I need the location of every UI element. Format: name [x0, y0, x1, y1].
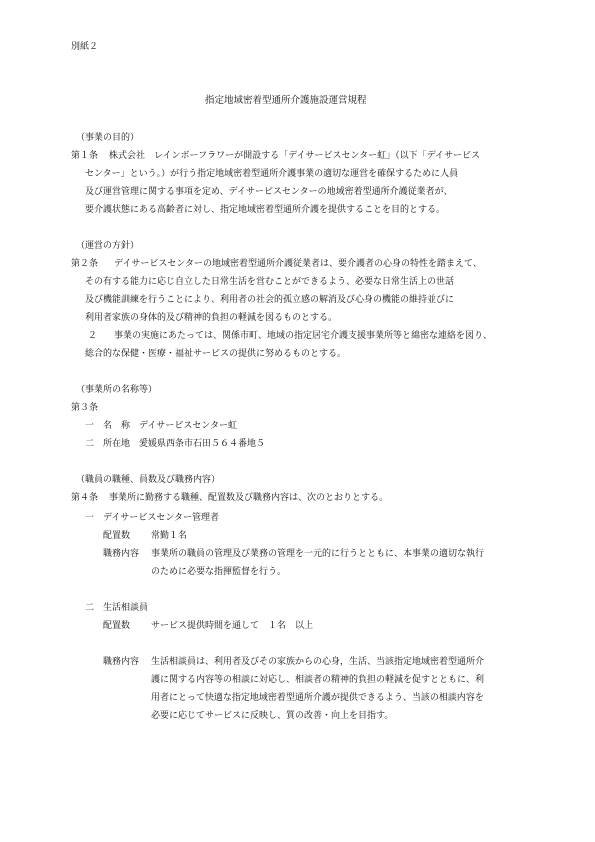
article2-line: 及び機能訓練を行うことにより、利用者の社会的孤立感の解消及び心身の機能の維持並びに — [85, 295, 455, 305]
staff-duty-label: 職務内容 — [103, 657, 140, 667]
staff-duty-line: 生活相談員は、利用者及びその家族からの心身，生活、当該指定地域密着型通所介 — [151, 657, 485, 667]
staff-duty-line: 護に関する内容等の相談に対応し、相談者の精神的負担の軽減を促すとともに、利 — [151, 675, 485, 685]
article1-label: 第１条 — [71, 151, 99, 161]
article1-heading: （事業の目的） — [76, 133, 140, 143]
staff-duty-line: のために必要な指揮監督を行う。 — [151, 567, 287, 577]
attachment-label: 別紙２ — [71, 42, 99, 52]
article1-line: センター」という。）が行う指定地域密着型通所介護事業の適切な運営を確保するために人員 — [85, 169, 459, 179]
facility-address-line: 二 所在地 愛媛県西条市石田５６４番地５ — [85, 439, 266, 449]
staff-count-label: 配置数 — [103, 621, 131, 631]
staff-duty-line: 事業所の職員の管理及び業務の管理を一元的に行うとともに、本事業の適切な執行 — [151, 549, 485, 559]
article2-line: デイサービスセンターの地域密着型通所介護従業者は、要介護者の心身の特性を踏まえて、 — [114, 259, 482, 269]
article2-label: 第２条 — [71, 259, 99, 269]
staff-duty-line: 必要に応じてサービスに反映し、質の改善・向上を目指す。 — [151, 711, 394, 721]
article2-para2-line: 事業の実施にあたっては、関係市町、地域の指定居宅介護支援事業所等と綿密な連絡を図り、 — [114, 331, 493, 341]
staff-item-title: 二 生活相談員 — [85, 603, 149, 613]
article1-line: 要介護状態にある高齢者に対し、指定地域密着型通所介護を提供することを目的とする。 — [85, 205, 446, 215]
staff-count-value: 常勤１名 — [151, 531, 188, 541]
article1-line: 株式会社 レインボーフラワーが開設する「デイサービスセンター虹」（以下「デイサービス — [109, 151, 480, 161]
article3-label: 第３条 — [71, 403, 99, 413]
facility-name-line: 一 名 称 デイサービスセンター虹 — [85, 421, 238, 431]
staff-count-value: サービス提供時間を通して １名 以上 — [151, 621, 314, 631]
staff-count-label: 配置数 — [103, 531, 131, 541]
staff-duty-label: 職務内容 — [103, 549, 140, 559]
document-title: 指定地域密着型通所介護施設運営規程 — [205, 95, 367, 106]
article2-heading: （運営の方針） — [76, 241, 140, 251]
article2-line: その有する能力に応じ自立した日常生活を営むことができるよう、必要な日常生活上の世話 — [85, 277, 455, 287]
article2-para2-line: 総合的な保健・医療・福祉サービスの提供に努めるものとする。 — [85, 349, 347, 359]
article4-heading: （職員の職種、員数及び職務内容） — [76, 475, 221, 485]
article4-label: 第４条 — [71, 493, 99, 503]
article1-line: 及び運営管理に関する事項を定め、デイサービスセンターの地域密着型通所介護従業者が、 — [85, 187, 453, 197]
article2-line: 利用者家族の身体的及び精神的負担の軽減を図るものとする。 — [85, 313, 338, 323]
article3-heading: （事業所の名称等） — [76, 385, 158, 395]
article2-para2-number: ２ — [88, 331, 98, 341]
staff-item-title: 一 デイサービスセンター管理者 — [85, 513, 220, 523]
staff-duty-line: 用者にとって快適な指定地域密着型通所介護が提供できるよう、当該の相談内容を — [151, 693, 484, 703]
article4-intro: 事業所に勤務する職種、配置数及び職務内容は、次のとおりとする。 — [109, 493, 389, 503]
